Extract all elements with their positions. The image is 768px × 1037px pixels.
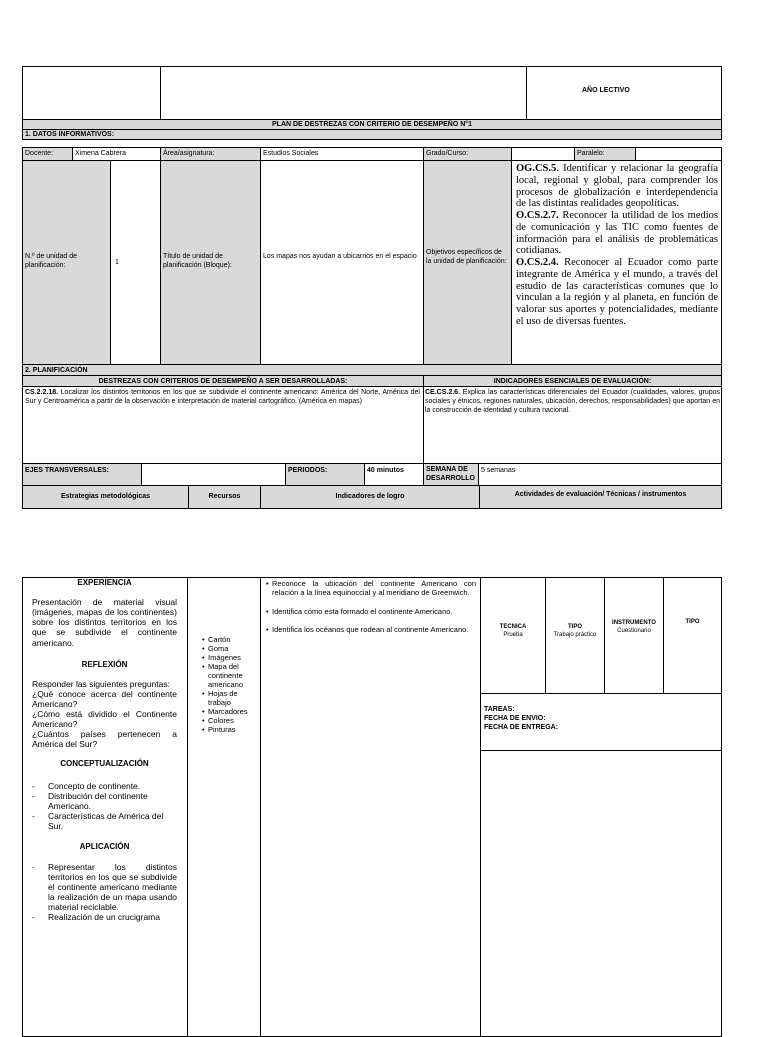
objetivo-og-cs-5: OG.CS.5. Identificar y relacionar la geografía local, regional y global, para comprender los procesos de globalización e interdependencia de las distintas realidades geopolíticas. xyxy=(516,163,718,210)
objetivo-o-cs-2-7: O.CS.2.7. Reconocer la utilidad de los medios de comunicación y las TIC como fuentes de información para el análisis de problemáticas cotidianas. xyxy=(516,210,718,257)
col-estrategias: Estrategias metodológicas xyxy=(22,485,189,509)
section-planificacion: 2. PLANIFICACIÓN xyxy=(22,364,722,376)
list-item: • Identifica los océanos que rodean al continente Americano. xyxy=(266,625,476,634)
list-item: • Marcadores xyxy=(202,707,260,716)
periodos-value: 40 minutos xyxy=(364,463,424,486)
titulo-label: Título de unidad de planificación (Bloque): xyxy=(163,253,232,269)
list-item: • Mapa del continente americano xyxy=(202,662,260,689)
plan-page-1 xyxy=(22,66,722,509)
reflexion-line: Responder las siguientes preguntas: xyxy=(32,678,170,689)
destreza-text: CS.2.2.18. Localizar los distintos territorios en los que se subdivide el continente americano: América del Norte, América del Sur y Centroamérica a partir de la observación e interpretación de material cartográfico. (América en mapas) xyxy=(25,389,420,405)
periodos-label: PERIODOS: xyxy=(285,463,365,486)
aplicacion-list xyxy=(32,862,177,922)
plan-title: PLAN DE DESTREZAS CON CRITERIO DE DESEMPEÑO N°1 xyxy=(22,119,722,130)
list-item: - Representar los distintos territorios en los que se subdivide el continente americano mediante la realización de un mapa usando material reciclable. xyxy=(32,862,177,912)
list-item: • Goma xyxy=(202,644,260,653)
ejes-label: EJES TRANSVERSALES: xyxy=(22,463,142,486)
list-item: • Reconoce la ubicación del continente Americano con relación a la línea equinoccial y al meridiano de Greenwich. xyxy=(266,579,476,598)
instrumento-value: Cuestionario xyxy=(617,627,651,634)
col-actividades: Actividades de evaluación/ Técnicas / instrumentos xyxy=(479,485,722,509)
col-indicadores: Indicadores de logro xyxy=(260,485,480,509)
grado-value xyxy=(511,147,575,161)
experiencia-title: EXPERIENCIA xyxy=(77,578,132,587)
list-item: • Hojas de trabajo xyxy=(202,689,260,707)
objetivo-o-cs-2-4: O.CS.2.4. Reconocer al Ecuador como parte integrante de América y el mundo, a través del estudio de las características comunes que lo vinculan a la región y al planeta, en función de valorar sus aportes y potencialidades, mediante el uso de diversas fuentes. xyxy=(516,257,718,327)
reflexion-line: ¿Qué conoce acerca del continente Americano? xyxy=(32,688,177,709)
titulo-value: Los mapas nos ayudan a ubicarnos en el espacio xyxy=(263,253,417,260)
aplicacion-title: APLICACIÓN xyxy=(79,841,130,851)
experiencia-text: Presentación de material visual (imágenes, mapas de los continentes) sobre los distintos territorios en los que se subdivide el continente americano. xyxy=(32,597,177,648)
list-item: • Imágenes xyxy=(202,653,260,662)
area-value: Estudios Sociales xyxy=(260,147,424,161)
paralelo-label: Paralelo: xyxy=(574,147,636,161)
section-datos-informativos: 1. DATOS INFORMATIVOS: xyxy=(22,129,722,140)
recursos-list xyxy=(202,635,260,734)
reflexion-line: ¿Cuántos países pertenecen a América del Sur? xyxy=(32,729,177,750)
list-item: • Pinturas xyxy=(202,725,260,734)
semana-label: SEMANA DE DESARROLLO xyxy=(423,463,479,486)
docente-label: Docente: xyxy=(22,147,73,161)
instrumento-label: INSTRUMENTO xyxy=(612,620,656,626)
eval-tipo xyxy=(545,624,605,640)
tecnica-value: Prueba xyxy=(503,631,523,638)
tareas-label: TAREAS: xyxy=(484,706,515,713)
paralelo-value xyxy=(635,147,722,161)
indicador-text: CE.CS.2.6. Explica las características diferenciales del Ecuador (cualidades, valores, grupos sociales y étnicos, regiones naturales, ubicación, derechos, responsabilidades) que aportan en la construcción de identidad y cultura nacional. xyxy=(425,389,720,414)
col-recursos: Recursos xyxy=(188,485,261,509)
ejes-value xyxy=(141,463,286,486)
titulo-value-cell xyxy=(260,160,424,365)
plan-page-2 xyxy=(22,577,722,1024)
tecnica-label: TECNICA xyxy=(499,624,527,630)
list-item: - Distribución del continente Americano. xyxy=(32,791,177,811)
tareas-block xyxy=(484,705,558,732)
fecha-entrega-label: FECHA DE ENTREGA: xyxy=(484,724,559,732)
logo-cell xyxy=(22,66,161,120)
eval-instrumento xyxy=(604,620,664,636)
reflexion-line: ¿Cómo está dividido el Continente Americano? xyxy=(32,709,177,730)
indicadores-logro-list xyxy=(266,579,476,635)
institution-cell xyxy=(160,66,527,120)
estrategias-content xyxy=(32,578,177,922)
list-item: • Cartón xyxy=(202,635,260,644)
objetivos-label: Objetivos específicos de la unidad de planificación: xyxy=(426,249,507,265)
conceptualizacion-list xyxy=(32,781,177,831)
tipo-label: TIPO xyxy=(567,624,582,630)
destrezas-header: DESTREZAS CON CRITERIOS DE DESEMPEÑO A SER DESARROLLADAS: xyxy=(22,375,424,387)
conceptualizacion-title: CONCEPTUALIZACIÓN xyxy=(60,759,149,769)
tipo2-label: TIPO xyxy=(685,619,700,625)
objetivos-list xyxy=(516,163,718,328)
list-item: • Identifica cómo esta formado el continente Americano. xyxy=(266,607,476,616)
indicadores-column xyxy=(260,577,481,1037)
tipo-value: Trabajo práctico xyxy=(553,631,597,638)
indicadores-header: INDICADORES ESENCIALES DE EVALUACIÓN: xyxy=(423,375,722,387)
list-item: - Realización de un crucigrama xyxy=(32,912,177,922)
unidad-label: N.º de unidad de planificación: xyxy=(25,253,77,269)
docente-value: Ximena Cabrera xyxy=(72,147,161,161)
list-item: • Colores xyxy=(202,716,260,725)
eval-tecnica xyxy=(480,624,546,640)
reflexion-title: REFLEXIÓN xyxy=(81,659,128,669)
ano-lectivo-label: AÑO LECTIVO xyxy=(582,87,630,94)
eval-tipo2-cell xyxy=(663,577,722,694)
list-item: - Características de América del Sur. xyxy=(32,811,177,831)
reflexion-text xyxy=(32,679,177,749)
area-label: Área/asignatura: xyxy=(160,147,261,161)
semana-value: 5 semanas xyxy=(478,463,722,486)
fecha-envio-label: FECHA DE ENVIO: xyxy=(484,715,546,723)
unidad-value: 1 xyxy=(115,259,119,266)
list-item: - Concepto de continente. xyxy=(32,781,177,791)
grado-label: Grado/Curso: xyxy=(423,147,512,161)
